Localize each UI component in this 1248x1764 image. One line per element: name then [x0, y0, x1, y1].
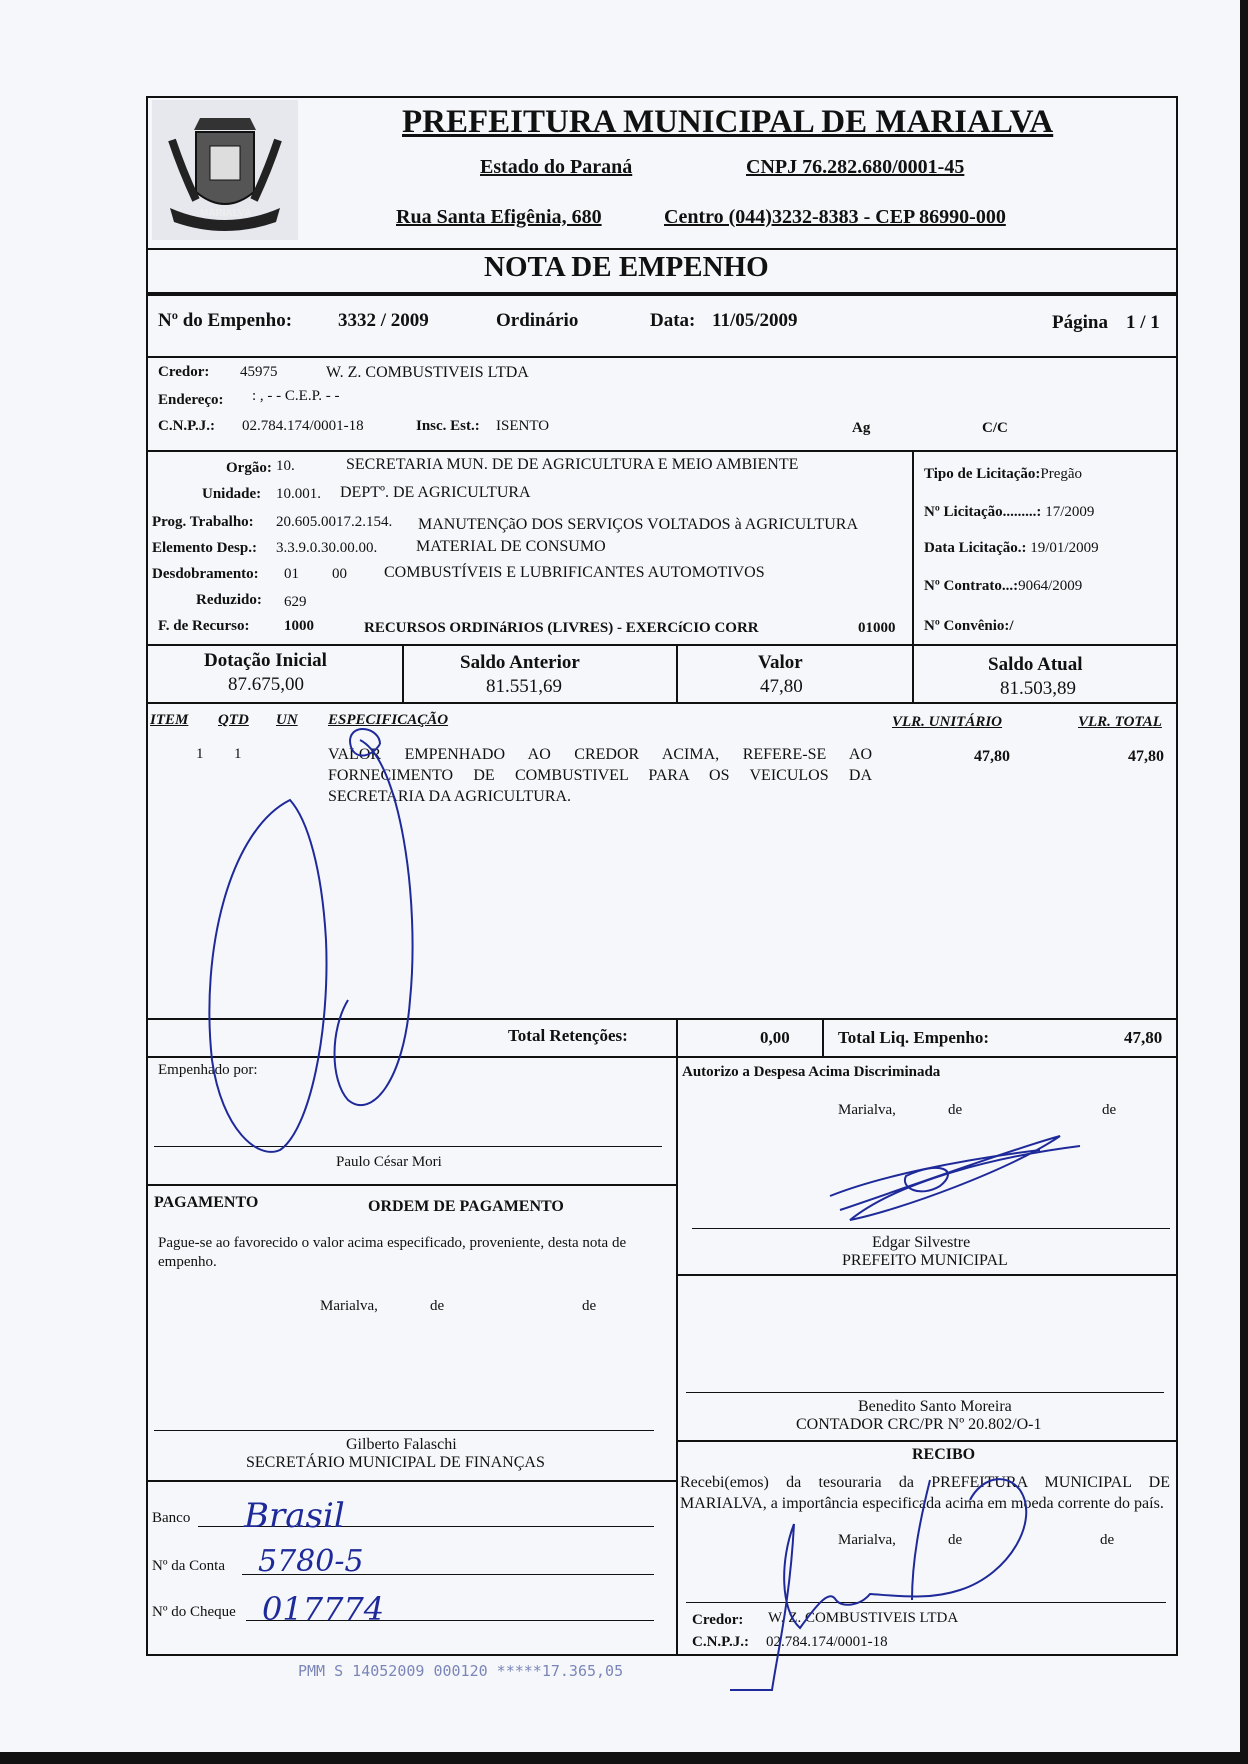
credor-code: 45975 — [240, 364, 278, 380]
contrato-value: 9064/2009 — [1018, 578, 1083, 594]
divider — [402, 644, 404, 702]
reduzido-value: 629 — [284, 594, 307, 610]
signature-line — [686, 1392, 1164, 1393]
col-item: ITEM — [150, 712, 189, 728]
recibo-texto: Recebi(emos) da tesouraria da PREFEITURA MUNICIPAL DE MARIALVA, a importância especificada acima em moeda corrente do país. — [680, 1474, 1170, 1512]
convenio-label: Nº Convênio:/ — [924, 618, 1014, 634]
page-number: 1 / 1 — [1126, 312, 1160, 333]
header-address: Rua Santa Efigênia, 680 — [396, 206, 602, 228]
divider — [912, 450, 914, 644]
recibo-credor-value: W. Z. COMBUSTIVEIS LTDA — [768, 1610, 959, 1626]
cnpj-label: C.N.P.J.: — [158, 418, 215, 434]
prefeito-cargo: PREFEITO MUNICIPAL — [842, 1252, 1008, 1269]
banco-label: Banco — [152, 1510, 191, 1526]
insc-value: ISENTO — [496, 418, 550, 434]
autorizo-de-2: de — [1102, 1102, 1117, 1118]
elemento-desc: MATERIAL DE CONSUMO — [416, 538, 606, 555]
fonte-desc: RECURSOS ORDINáRIOS (LIVRES) - EXERCíCIO CORR — [364, 620, 759, 636]
cheque-label: Nº do Cheque — [152, 1604, 236, 1620]
header-district-phone: Centro (044)3232-8383 - CEP 86990-000 — [664, 206, 1006, 228]
credor-label: Credor: — [158, 364, 210, 380]
divider — [912, 644, 914, 702]
prefeito-nome: Edgar Silvestre — [872, 1234, 971, 1251]
scan-edge — [0, 1752, 1248, 1764]
fonte-code: 1000 — [284, 618, 314, 634]
total-retencoes-label: Total Retenções: — [508, 1026, 628, 1045]
header-title: PREFEITURA MUNICIPAL DE MARIALVA — [402, 104, 1054, 140]
empenhado-nome: Paulo César Mori — [336, 1154, 442, 1170]
signature-line — [686, 1602, 1166, 1603]
header-state: Estado do Paraná — [480, 156, 633, 178]
signature-line — [154, 1146, 662, 1147]
valor-value: 47,80 — [760, 676, 803, 697]
saldo-atual-label: Saldo Atual — [988, 654, 1083, 675]
prog-code: 20.605.0017.2.154. — [276, 514, 393, 530]
autorizo-label: Autorizo a Despesa Acima Discriminada — [682, 1064, 941, 1080]
unidade-label: Unidade: — [202, 486, 262, 502]
reduzido-label: Reduzido: — [196, 592, 262, 608]
fonte-code-2: 01000 — [858, 620, 896, 636]
pagamento-title: PAGAMENTO — [154, 1194, 259, 1211]
divider — [146, 292, 1178, 296]
municipal-seal: MARIALVA — [152, 100, 298, 240]
elemento-code: 3.3.9.0.30.00.00. — [276, 540, 378, 556]
cnpj-value: 02.784.174/0001-18 — [242, 418, 364, 434]
insc-label: Insc. Est.: — [416, 418, 480, 434]
prog-desc: MANUTENÇãO DOS SERVIÇOS VOLTADOS à AGRICULTURA — [418, 516, 858, 533]
item-vlr-total: 47,80 — [1128, 748, 1164, 765]
empenho-type: Ordinário — [496, 310, 579, 331]
data-licitacao-label: Data Licitação.: 19/01/2009 — [924, 540, 1099, 556]
credor-name: W. Z. COMBUSTIVEIS LTDA — [326, 364, 529, 381]
num-licitacao-value: 17/2009 — [1045, 504, 1095, 520]
banco-value: Brasil — [244, 1496, 345, 1536]
divider — [146, 1056, 1178, 1058]
secretario-nome: Gilberto Falaschi — [346, 1436, 457, 1453]
total-retencoes-value: 0,00 — [760, 1028, 790, 1047]
cc-label: C/C — [982, 420, 1008, 436]
empenho-date: 11/05/2009 — [712, 310, 798, 331]
divider — [676, 1274, 1178, 1276]
item-number: 1 — [196, 746, 204, 762]
elemento-label: Elemento Desp.: — [152, 540, 257, 556]
divider — [146, 702, 1178, 704]
signature-line — [692, 1228, 1170, 1229]
pagamento-texto: Pague-se ao favorecido o valor acima especificado, proveniente, desta nota de empenho. — [158, 1235, 627, 1270]
recibo-cidade: Marialva, — [838, 1532, 896, 1548]
recibo-title: RECIBO — [912, 1446, 976, 1463]
divider — [146, 1480, 676, 1482]
saldo-anterior-label: Saldo Anterior — [460, 652, 580, 673]
endereco-label: Endereço: — [158, 392, 224, 408]
pagamento-de-2: de — [582, 1298, 597, 1314]
divider — [676, 1440, 1178, 1442]
secretario-cargo: SECRETÁRIO MUNICIPAL DE FINANÇAS — [246, 1454, 545, 1471]
col-especificacao: ESPECIFICAÇÃO — [328, 712, 449, 728]
doc-title: NOTA DE EMPENHO — [484, 251, 769, 283]
dotacao-label: Dotação Inicial — [204, 650, 327, 671]
saldo-anterior-value: 81.551,69 — [486, 676, 562, 697]
divider — [146, 248, 1178, 250]
desdobramento-a: 01 — [284, 566, 299, 582]
unidade-code: 10.001. — [276, 486, 321, 502]
divider — [822, 1018, 824, 1056]
desdobramento-desc: COMBUSTÍVEIS E LUBRIFICANTES AUTOMOTIVOS — [384, 564, 765, 581]
pagamento-de-1: de — [430, 1298, 445, 1314]
col-qtd: QTD — [218, 712, 249, 728]
cheque-value: 017774 — [262, 1590, 385, 1628]
autorizo-cidade: Marialva, — [838, 1102, 896, 1118]
pagamento-cidade: Marialva, — [320, 1298, 378, 1314]
empenho-number: 3332 / 2009 — [338, 310, 429, 331]
recibo-de-2: de — [1100, 1532, 1115, 1548]
data-licitacao-value: 19/01/2009 — [1030, 540, 1099, 556]
tipo-licitacao-value: Pregão — [1040, 466, 1083, 482]
divider — [676, 1018, 678, 1056]
scan-edge — [1240, 0, 1248, 1764]
autorizo-de-1: de — [948, 1102, 963, 1118]
divider — [676, 1056, 678, 1656]
desdobramento-label: Desdobramento: — [152, 566, 259, 582]
col-vlr-unitario: VLR. UNITÁRIO — [892, 714, 1003, 730]
endereco-value: : , - - C.E.P. - - — [252, 388, 340, 404]
total-liq-label: Total Liq. Empenho: — [838, 1028, 989, 1047]
empenhado-por-label: Empenhado por: — [158, 1062, 258, 1078]
empenho-number-label: Nº do Empenho: — [158, 310, 293, 331]
divider — [146, 1184, 676, 1186]
fonte-label: F. de Recurso: — [158, 618, 250, 634]
signature-line — [154, 1430, 654, 1431]
orgao-label: Orgão: — [226, 460, 272, 476]
col-un: UN — [276, 712, 298, 728]
num-licitacao-label: Nº Licitação.........: 17/2009 — [924, 504, 1095, 520]
ordem-pagamento-title: ORDEM DE PAGAMENTO — [368, 1198, 564, 1215]
divider — [146, 356, 1178, 358]
conta-label: Nº da Conta — [152, 1558, 225, 1574]
unidade-desc: DEPTº. DE AGRICULTURA — [340, 484, 531, 501]
contador-nome: Benedito Santo Moreira — [858, 1398, 1012, 1415]
header-cnpj: CNPJ 76.282.680/0001-45 — [746, 156, 965, 178]
conta-value: 5780-5 — [258, 1544, 364, 1579]
dotacao-value: 87.675,00 — [228, 674, 304, 695]
orgao-code: 10. — [276, 458, 295, 474]
tipo-licitacao-label: Tipo de Licitação:Pregão — [924, 466, 1083, 482]
item-qtd: 1 — [234, 746, 242, 762]
contrato-label: Nº Contrato...:9064/2009 — [924, 578, 1083, 594]
payment-stamp: PMM S 14052009 000120 *****17.365,05 — [298, 1662, 624, 1680]
contador-cargo: CONTADOR CRC/PR Nº 20.802/O-1 — [796, 1416, 1042, 1433]
divider — [146, 644, 1178, 646]
divider — [146, 1018, 1178, 1020]
ag-label: Ag — [852, 420, 871, 436]
empenho-date-label: Data: — [650, 310, 696, 331]
recibo-cnpj-value: 02.784.174/0001-18 — [766, 1634, 888, 1650]
orgao-desc: SECRETARIA MUN. DE DE AGRICULTURA E MEIO AMBIENTE — [346, 456, 799, 473]
prog-label: Prog. Trabalho: — [152, 514, 254, 530]
recibo-credor-label: Credor: — [692, 1612, 744, 1628]
desdobramento-b: 00 — [332, 566, 347, 582]
col-vlr-total: VLR. TOTAL — [1078, 714, 1162, 730]
page-label: Página — [1052, 312, 1108, 333]
recibo-cnpj-label: C.N.P.J.: — [692, 1634, 749, 1650]
recibo-de-1: de — [948, 1532, 963, 1548]
divider — [676, 644, 678, 702]
item-vlr-unitario: 47,80 — [974, 748, 1010, 765]
divider — [146, 450, 1178, 452]
item-especificacao: VALOR EMPENHADO AO CREDOR ACIMA, REFERE-SE AO FORNECIMENTO DE COMBUSTIVEL PARA OS VEICULOS DA SECRETARIA DA AGRICULTURA. — [328, 746, 872, 805]
saldo-atual-value: 81.503,89 — [1000, 678, 1076, 699]
valor-label: Valor — [758, 652, 803, 673]
total-liq-value: 47,80 — [1124, 1028, 1163, 1047]
